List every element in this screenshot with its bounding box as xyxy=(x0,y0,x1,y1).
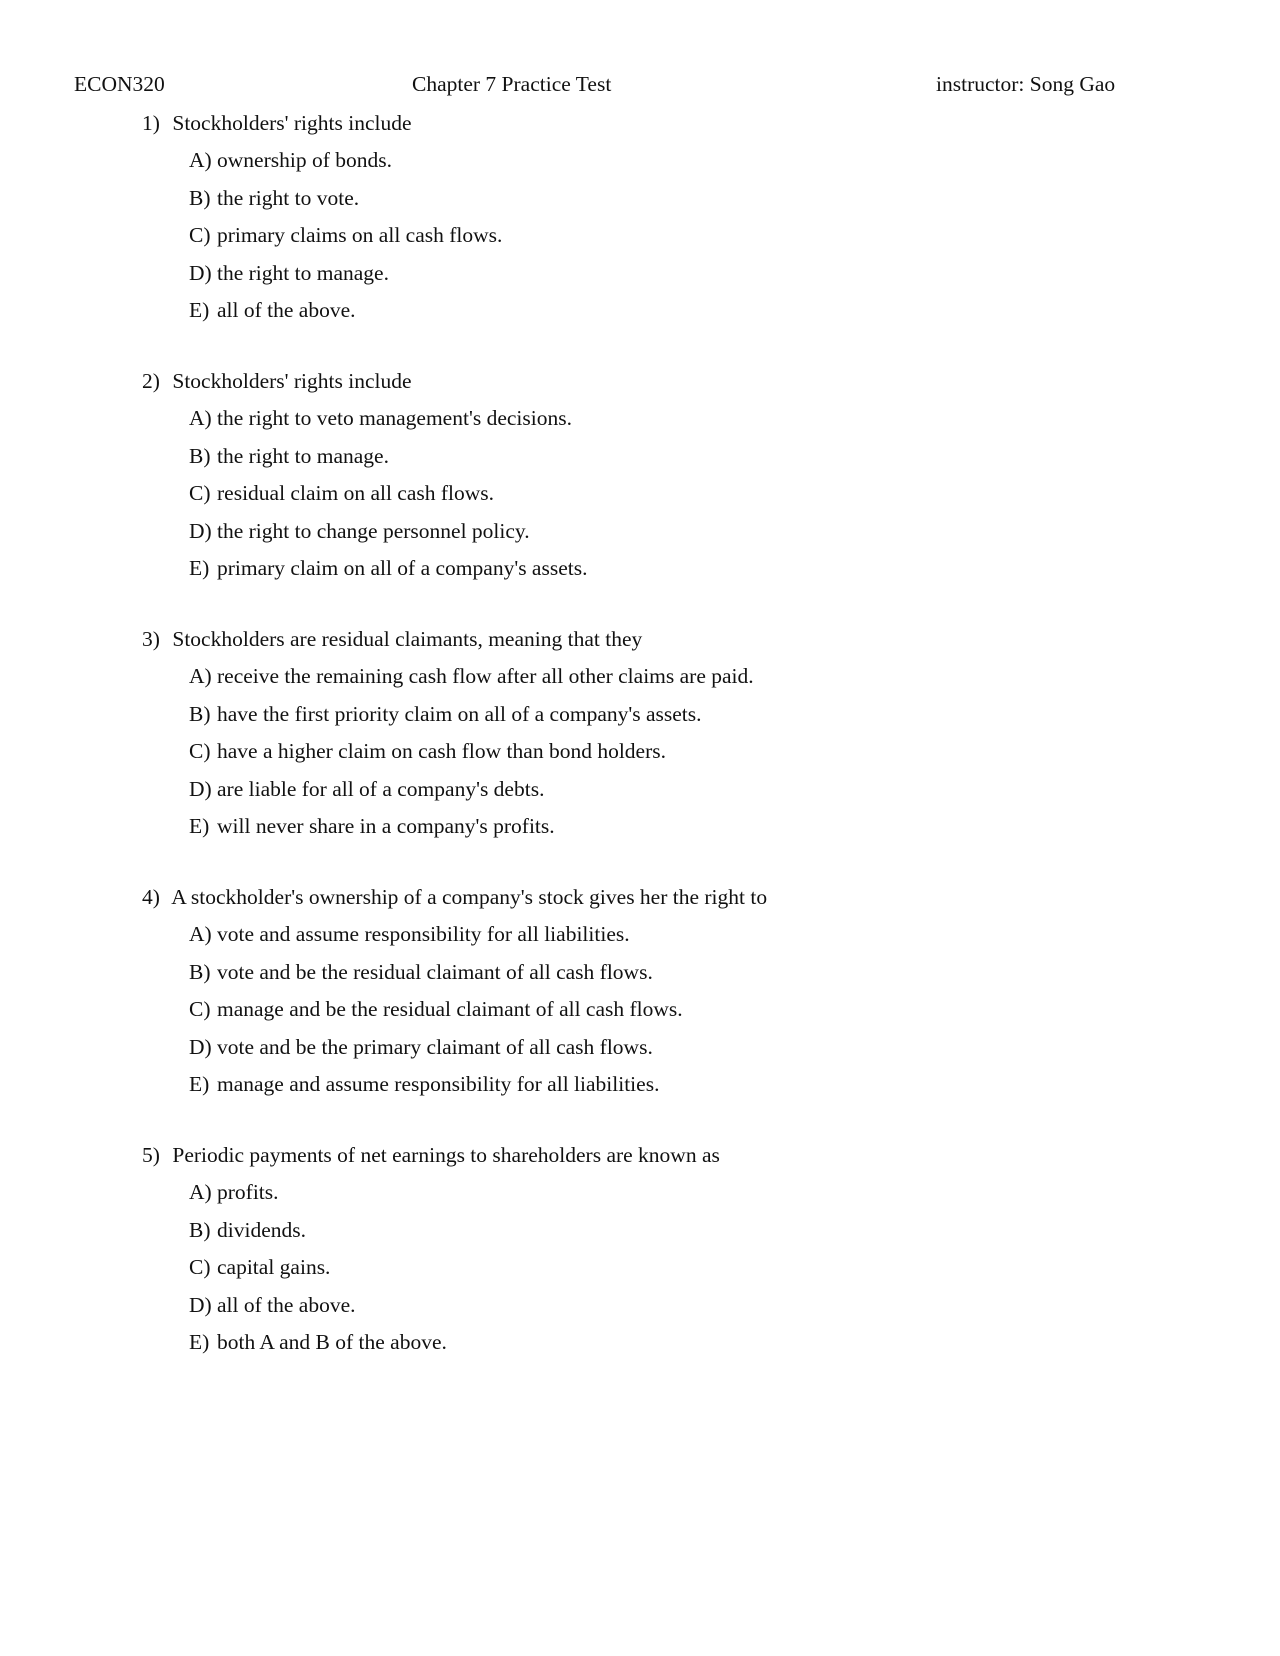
option-text: the right to vote. xyxy=(217,185,360,210)
option-letter: B) xyxy=(189,443,211,468)
option-letter: E) xyxy=(189,814,210,838)
option-text: all of the above. xyxy=(217,298,356,322)
option-letter: C) xyxy=(189,481,211,505)
question-4 xyxy=(0,882,1280,1140)
option-text: all of the above. xyxy=(217,1292,356,1317)
option-letter: C) xyxy=(189,739,211,763)
question-stem xyxy=(142,366,412,396)
option-text: both A and B of the above. xyxy=(217,1330,447,1354)
answer-option-a xyxy=(189,919,683,957)
question-2 xyxy=(0,366,1280,624)
question-number: 2) xyxy=(142,369,160,393)
answer-option-c xyxy=(189,220,502,258)
answer-option-e xyxy=(189,1327,447,1365)
option-letter: B) xyxy=(189,959,211,984)
question-stem xyxy=(142,882,767,912)
option-text: capital gains. xyxy=(217,1255,331,1279)
option-letter: A) xyxy=(189,922,212,946)
answer-option-e xyxy=(189,811,754,849)
question-text: Stockholders' rights include xyxy=(172,369,412,393)
answer-options xyxy=(189,661,754,849)
document-title: Chapter 7 Practice Test xyxy=(412,72,612,96)
answer-option-c xyxy=(189,994,683,1032)
option-text: vote and be the primary claimant of all cash flows. xyxy=(217,1034,653,1059)
option-letter: E) xyxy=(189,556,210,580)
option-text: the right to veto management's decisions. xyxy=(217,406,572,430)
option-text: ownership of bonds. xyxy=(217,148,392,172)
answer-option-a xyxy=(189,1177,447,1215)
option-letter: A) xyxy=(189,406,212,430)
option-text: have the first priority claim on all of a company's assets. xyxy=(217,701,702,726)
question-1 xyxy=(0,108,1280,366)
option-letter: A) xyxy=(189,1180,212,1204)
option-text: primary claim on all of a company's assets. xyxy=(217,556,588,580)
answer-option-b xyxy=(189,699,754,737)
answer-option-d xyxy=(189,1032,683,1070)
question-text: Stockholders' rights include xyxy=(172,111,412,135)
option-text: the right to manage. xyxy=(217,260,389,285)
answer-options xyxy=(189,1177,447,1365)
answer-options xyxy=(189,145,502,333)
option-text: residual claim on all cash flows. xyxy=(217,481,495,505)
instructor-name: instructor: Song Gao xyxy=(936,72,1116,96)
option-letter: E) xyxy=(189,1330,210,1354)
answer-option-a xyxy=(189,403,587,441)
answer-option-b xyxy=(189,441,587,479)
option-letter: B) xyxy=(189,185,211,210)
answer-option-d xyxy=(189,774,754,812)
answer-option-c xyxy=(189,478,587,516)
answer-option-a xyxy=(189,145,502,183)
option-letter: C) xyxy=(189,997,211,1021)
question-text: Stockholders are residual claimants, meaning that they xyxy=(172,627,643,651)
answer-option-b xyxy=(189,183,502,221)
option-text: are liable for all of a company's debts. xyxy=(217,776,545,801)
option-text: manage and be the residual claimant of all cash flows. xyxy=(217,997,683,1021)
answer-option-b xyxy=(189,1215,447,1253)
answer-option-b xyxy=(189,957,683,995)
question-number: 3) xyxy=(142,627,160,651)
course-code: ECON320 xyxy=(74,72,165,96)
page-header xyxy=(0,72,1280,102)
answer-option-e xyxy=(189,553,587,591)
option-letter: D) xyxy=(189,776,212,801)
question-list xyxy=(0,108,1280,1398)
option-text: receive the remaining cash flow after all other claims are paid. xyxy=(217,664,754,688)
answer-option-c xyxy=(189,1252,447,1290)
option-letter: E) xyxy=(189,1072,210,1096)
question-text: A stockholder's ownership of a company's stock gives her the right to xyxy=(171,885,768,909)
question-number: 4) xyxy=(142,885,160,909)
option-text: vote and be the residual claimant of all cash flows. xyxy=(217,959,653,984)
answer-option-a xyxy=(189,661,754,699)
question-stem xyxy=(142,1140,720,1170)
option-text: vote and assume responsibility for all liabilities. xyxy=(217,922,630,946)
option-text: the right to change personnel policy. xyxy=(217,518,530,543)
option-letter: E) xyxy=(189,298,210,322)
option-text: have a higher claim on cash flow than bond holders. xyxy=(217,739,666,763)
answer-option-e xyxy=(189,295,502,333)
question-number: 1) xyxy=(142,111,160,135)
answer-option-d xyxy=(189,1290,447,1328)
answer-options xyxy=(189,403,587,591)
option-letter: D) xyxy=(189,260,212,285)
answer-option-d xyxy=(189,258,502,296)
answer-option-c xyxy=(189,736,754,774)
question-number: 5) xyxy=(142,1143,160,1167)
question-text: Periodic payments of net earnings to shareholders are known as xyxy=(172,1143,720,1167)
option-letter: A) xyxy=(189,664,212,688)
option-text: manage and assume responsibility for all liabilities. xyxy=(217,1072,660,1096)
option-text: will never share in a company's profits. xyxy=(217,814,555,838)
option-letter: B) xyxy=(189,1217,211,1242)
question-5 xyxy=(0,1140,1280,1398)
option-text: profits. xyxy=(217,1180,279,1204)
answer-option-e xyxy=(189,1069,683,1107)
question-3 xyxy=(0,624,1280,882)
option-letter: C) xyxy=(189,1255,211,1279)
question-stem xyxy=(142,108,412,138)
option-letter: A) xyxy=(189,148,212,172)
answer-options xyxy=(189,919,683,1107)
option-letter: D) xyxy=(189,1292,212,1317)
option-text: the right to manage. xyxy=(217,443,389,468)
option-text: primary claims on all cash flows. xyxy=(217,223,503,247)
answer-option-d xyxy=(189,516,587,554)
option-letter: D) xyxy=(189,518,212,543)
question-stem xyxy=(142,624,642,654)
option-text: dividends. xyxy=(217,1217,306,1242)
option-letter: C) xyxy=(189,223,211,247)
option-letter: B) xyxy=(189,701,211,726)
option-letter: D) xyxy=(189,1034,212,1059)
